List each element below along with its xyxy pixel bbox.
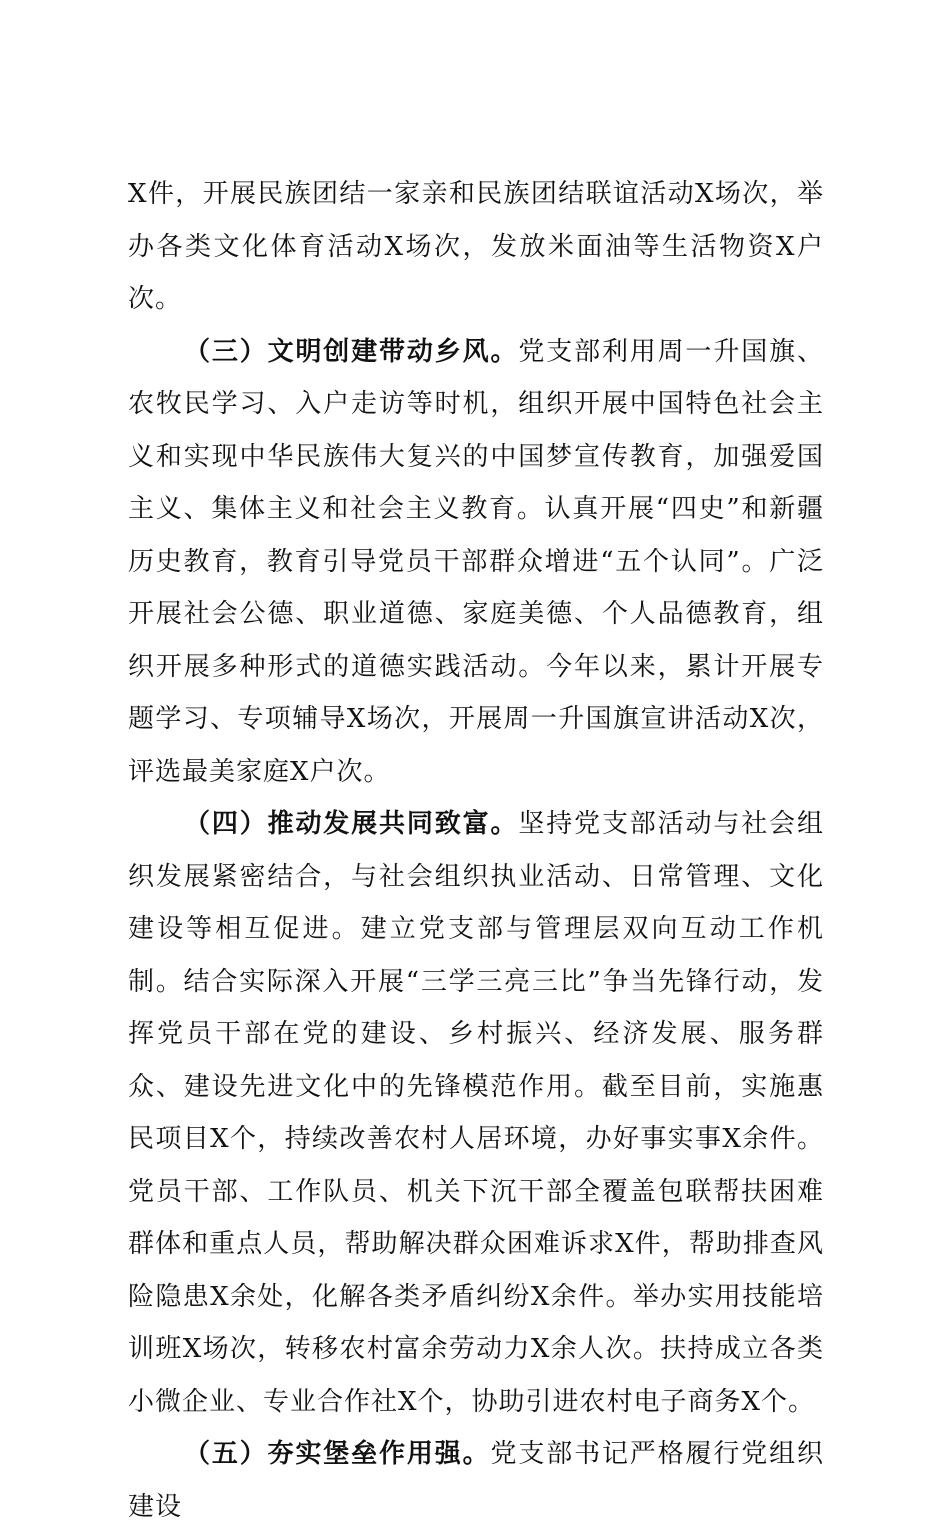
section-heading-3: （三）文明创建带动乡风。 (184, 336, 519, 367)
paragraph-body: 党支部利用周一升国旗、农牧民学习、入户走访等时机，组织开展中国特色社会主义和实现中华民族伟大复兴的中国梦宣传教育，加强爱国主义、集体主义和社会主义教育。认真开展“四史”和新疆历史教育，教育引导党员干部群众增进“五个认同”。广泛开展社会公德、职业道德、家庭美德、个人品德教育，组织开展多种形式的道德实践活动。今年以来，累计开展专题学习、专项辅导X场次，开展周一升国旗宣讲活动X次，评选最美家庭X户次。 (128, 336, 824, 787)
paragraph-body: X件，开展民族团结一家亲和民族团结联谊活动X场次，举办各类文化体育活动X场次，发放米面油等生活物资X户次。 (128, 179, 824, 314)
paragraph-body: 党支部书记严格履行党组织建设 (128, 1439, 824, 1522)
paragraph-body: 坚持党支部活动与社会组织发展紧密结合，与社会组织执业活动、日常管理、文化建设等相互促进。建立党支部与管理层双向互动工作机制。结合实际深入开展“三学三亮三比”争当先锋行动，发挥党员干部在党的建设、乡村振兴、经济发展、服务群众、建设先进文化中的先锋模范作用。截至目前，实施惠民项目X个，持续改善农村人居环境，办好事实事X余件。党员干部、工作队员、机关下沉干部全覆盖包联帮扶困难群体和重点人员，帮助解决群众困难诉求X件，帮助排查风险隐患X余处，化解各类矛盾纠纷X余件。举办实用技能培训班X场次，转移农村富余劳动力X余人次。扶持成立各类小微企业、专业合作社X个，协助引进农村电子商务X个。 (128, 809, 824, 1417)
paragraph-section-4 (128, 798, 824, 1428)
section-heading-4: （四）推动发展共同致富。 (184, 809, 519, 839)
section-heading-5: （五）夯实堡垒作用强。 (184, 1439, 491, 1469)
paragraph-section-5 (128, 1428, 824, 1533)
document-page (128, 168, 824, 1533)
paragraph-section-3 (128, 326, 824, 799)
paragraph-continuation (128, 168, 824, 326)
